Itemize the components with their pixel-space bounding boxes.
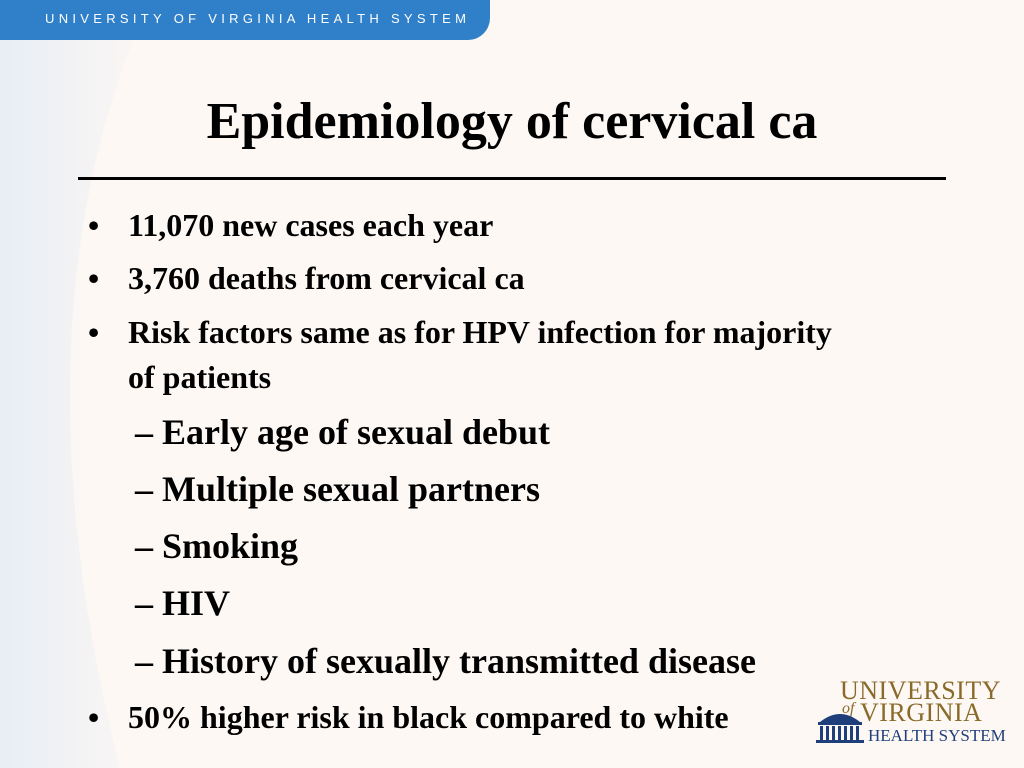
logo-health-system: HEALTH SYSTEM: [868, 726, 1006, 745]
logo-of: of: [842, 700, 855, 717]
sub-bullet-item: – Smoking: [135, 526, 299, 566]
bullet-text: 3,760 deaths from cervical ca: [128, 260, 525, 296]
logo-university: UNIVERSITY: [840, 676, 1001, 705]
sub-bullet-item: – Early age of sexual debut: [135, 412, 551, 452]
slide-title: Epidemiology of cervical ca: [206, 93, 818, 150]
bullet-text-continued: of patients: [128, 359, 272, 395]
bullet-text: 11,070 new cases each year: [128, 207, 494, 243]
bullet-marker: •: [88, 207, 100, 243]
sub-bullet-item: – History of sexually transmitted disease: [135, 641, 756, 681]
sub-bullet-item: – HIV: [135, 583, 231, 623]
title-divider: [78, 177, 946, 180]
uva-health-system-logo: [812, 676, 1006, 748]
header-org-name: UNIVERSITY OF VIRGINIA HEALTH SYSTEM: [45, 11, 471, 26]
header-bar: [0, 0, 490, 40]
logo-virginia: VIRGINIA: [860, 698, 983, 727]
bullet-text: Risk factors same as for HPV infection for majority: [128, 314, 832, 350]
bullet-marker: •: [88, 260, 100, 296]
rotunda-icon: [814, 704, 866, 744]
bullet-marker: •: [88, 699, 100, 735]
bullet-marker: •: [88, 314, 100, 350]
bullet-text: 50% higher risk in black compared to white: [128, 699, 729, 735]
sub-bullet-item: – Multiple sexual partners: [135, 469, 540, 509]
